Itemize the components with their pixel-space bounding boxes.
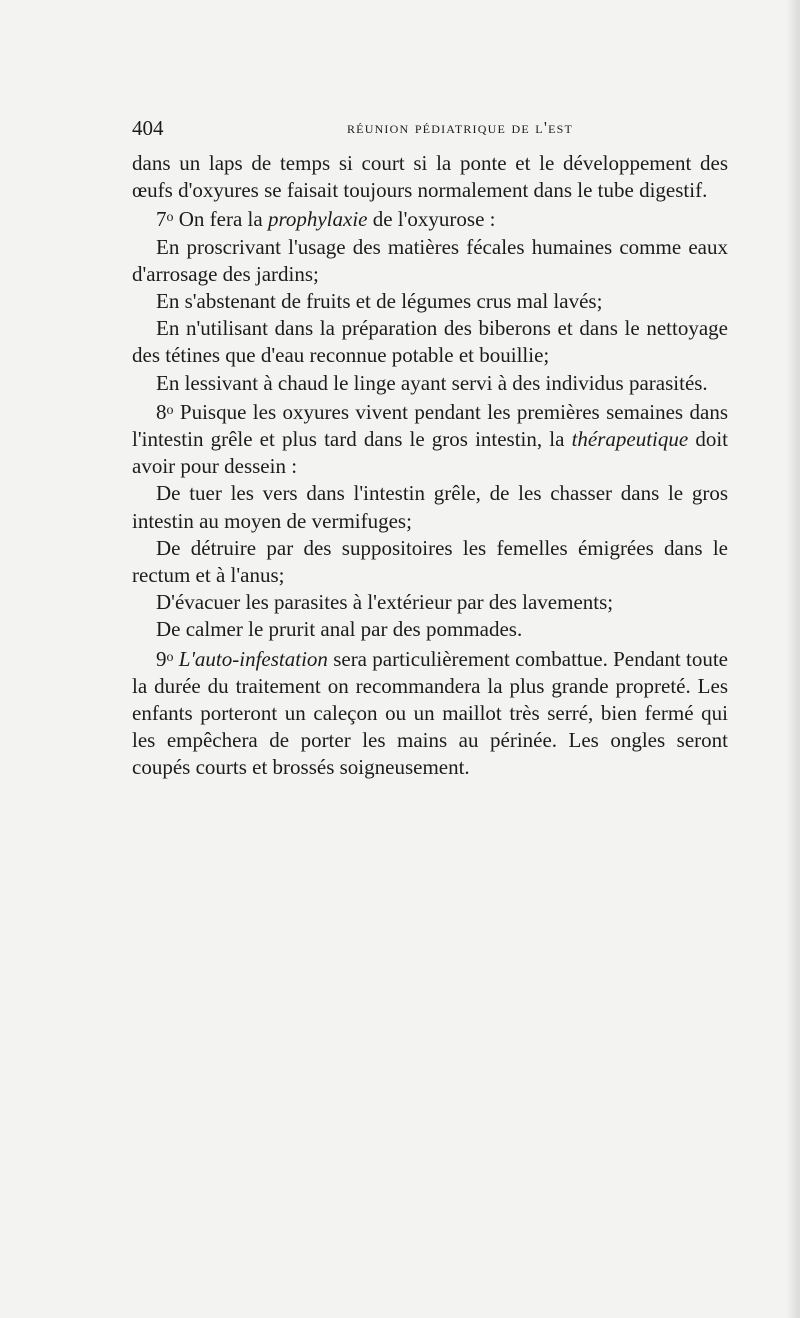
paragraph-item-8 [132, 397, 728, 481]
paragraph: De tuer les vers dans l'intestin grêle, de les chasser dans le gros intestin au moyen de vermifuges; [132, 481, 728, 533]
paragraph-text: doit avoir pour dessein : [132, 427, 728, 479]
page-header [132, 116, 728, 146]
paragraph-text: Puisque les oxyures vivent pendant les premières semaines dans l'intestin grêle et plus tard dans le gros intestin, la [132, 399, 728, 452]
paragraph-continuation: dans un laps de temps si court si la ponte et le développement des œufs d'oxyures se faisait toujours normalement dans le tube digestif. [132, 151, 728, 203]
paragraph-item-9 [132, 644, 728, 782]
ordinal-mark: o [166, 649, 174, 665]
item-number: 7 [156, 207, 167, 232]
paragraph: En proscrivant l'usage des matières fécales humaines comme eaux d'arrosage des jardins; [132, 234, 728, 286]
page-number: 404 [132, 116, 164, 140]
ordinal-mark: o [166, 210, 174, 226]
paragraph-text: On fera la [173, 207, 268, 232]
italic-term: L'auto-infestation [178, 646, 328, 671]
paragraph-text: sera particulièrement combattue. Pendant toute la durée du traitement on recommandera la plus grande propreté. Les enfants porteront un caleçon ou un maillot très serré, bien fermé qui les empêchera de porter les mains au périnée. Les ongles seront coupés courts et brossés soigneusement. [132, 646, 729, 780]
paragraph: De calmer le prurit anal par des pommades. [156, 617, 523, 642]
paragraph: En lessivant à chaud le linge ayant servi à des individus parasités. [156, 370, 708, 395]
body-text [132, 150, 728, 782]
paragraph: En s'abstenant de fruits et de légumes crus mal lavés; [156, 289, 603, 314]
page-edge-shadow [786, 0, 800, 1318]
paragraph: D'évacuer les parasites à l'extérieur par des lavements; [156, 590, 614, 615]
item-number: 8 [156, 399, 167, 424]
paragraph-text: de l'oxyurose : [367, 207, 496, 232]
ordinal-mark: o [166, 402, 174, 418]
paragraph: En n'utilisant dans la préparation des biberons et dans le nettoyage des tétines que d'eau reconnue potable et bouillie; [132, 316, 728, 368]
running-head: réunion pédiatrique de l'est [346, 118, 574, 137]
italic-term: prophylaxie [267, 207, 368, 232]
italic-term: thérapeutique [571, 427, 689, 452]
paragraph: De détruire par des suppositoires les femelles émigrées dans le rectum et à l'anus; [132, 535, 728, 588]
paragraph-item-7 [132, 204, 728, 233]
item-number: 9 [156, 646, 167, 671]
